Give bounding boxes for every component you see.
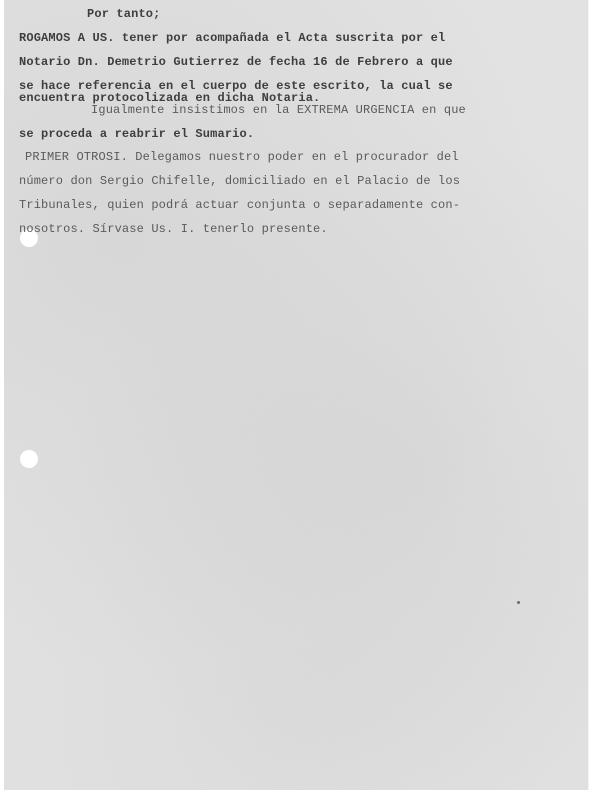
otrosi-line-4: nosotros. Sírvase Us. I. tenerlo presente. [19,222,328,236]
stray-ink-mark [517,601,520,604]
otrosi-line-3: Tribunales, quien podrá actuar conjunta o separadamente con- [19,198,461,212]
body-line-6: se proceda a reabrir el Sumario. [19,127,255,141]
closing-phrase: Por tanto; [87,7,161,21]
otrosi-line-1: PRIMER OTROSI. Delegamos nuestro poder en el procurador del [25,150,459,164]
body-line-1: ROGAMOS A US. tener por acompañada el Acta suscrita por el [19,31,446,45]
document-page [4,0,589,790]
punch-hole-bottom [20,450,38,468]
body-line-5: Igualmente insistimos en la EXTREMA URGENCIA en que [91,103,466,117]
body-line-4: encuentra protocolizada en dicha Notaria. [19,91,321,105]
body-line-2: Notario Dn. Demetrio Gutierrez de fecha 16 de Febrero a que [19,55,453,69]
otrosi-line-2: número don Sergio Chifelle, domiciliado en el Palacio de los [19,174,461,188]
body-line-3: se hace referencia en el cuerpo de este escrito, la cual se [19,79,453,93]
